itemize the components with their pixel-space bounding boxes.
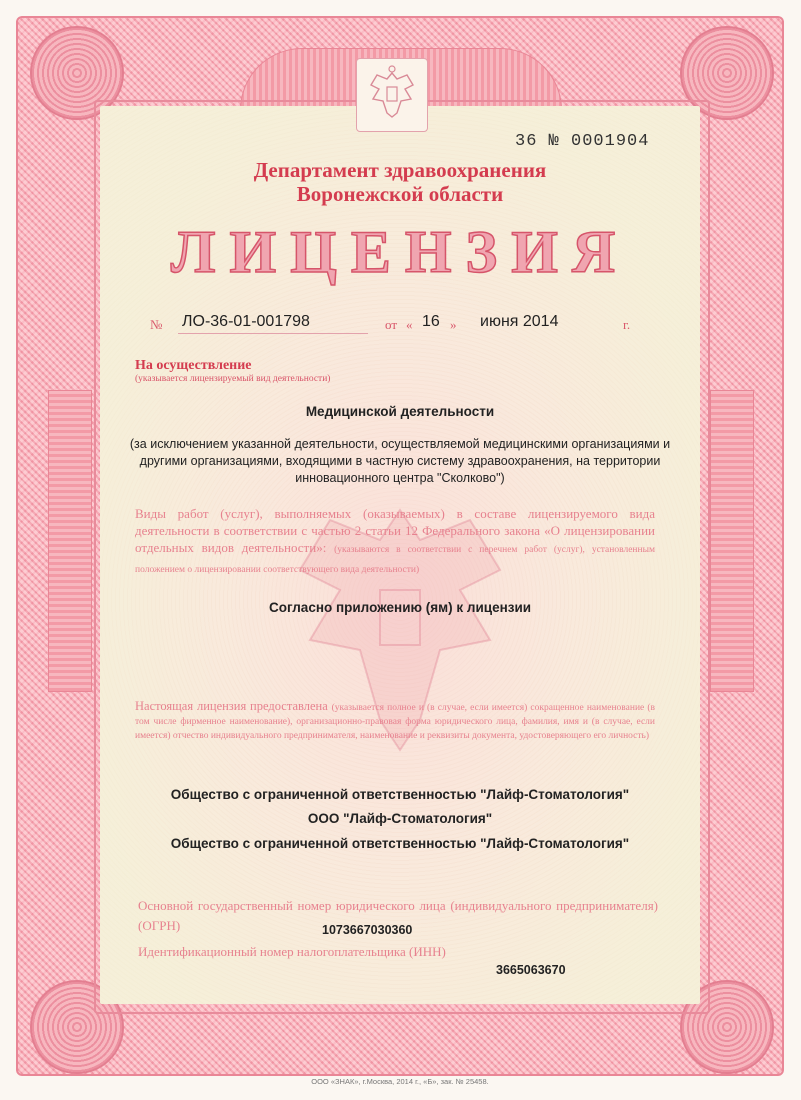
works-label-text: Виды работ (услуг), выполняемых (оказываемых) в составе лицензируемого вида деятельности в соответствии с частью 2 статьи 12 Федерального закона «О лицензировании отдельных видов деятельности»:	[135, 506, 655, 555]
double-headed-eagle-icon	[356, 58, 428, 132]
licensed-activity: Медицинской деятельности	[305, 404, 495, 419]
issue-day: 16	[422, 313, 440, 330]
granted-hint: (указывается полное и (в случае, если имеется) сокращенное наименование (в том числе фирменное наименование), организационно-правовая форма юридического лица, фамилия, имя и (в случае, если имеется) отчество индивидуального предпринимателя, наименование и реквизиты документа, удостоверяющего его личность)	[135, 703, 655, 741]
works-hint: (указываются в соответствии с перечнем работ (услуг), установленным положением о лицензировании соответствующего вида деятельности)	[135, 545, 655, 575]
year-suffix: г.	[623, 317, 631, 332]
purpose-hint: (указывается лицензируемый вид деятельности)	[135, 374, 331, 384]
issue-month-year: июня 2014	[480, 313, 559, 330]
licensee-short-name: ООО "Лайф-Стоматология"	[307, 811, 493, 826]
side-band-left	[48, 390, 92, 692]
inn-value: 3665063670	[496, 963, 566, 977]
granted-label	[135, 700, 655, 742]
license-number: ЛО-36-01-001798	[182, 313, 310, 330]
issuing-authority-line1: Департамент здравоохранения	[253, 158, 547, 182]
date-from-word: от	[385, 317, 398, 332]
number-underline	[178, 333, 368, 334]
side-band-right	[710, 390, 754, 692]
issuing-authority-line2: Воронежской области	[296, 182, 504, 206]
purpose-label: На осуществление	[135, 358, 252, 373]
inn-label: Идентификационный номер налогоплательщика (ИНН)	[138, 944, 446, 959]
ogrn-label: Основной государственный номер юридического лица (индивидуального предпринимателя) (ОГРН)	[138, 898, 658, 933]
granted-label-text: Настоящая лицензия предоставлена	[135, 699, 328, 713]
date-quote-close: »	[450, 317, 457, 332]
number-sign: №	[150, 317, 163, 332]
ogrn-value: 1073667030360	[322, 923, 413, 937]
works-value: Согласно приложению (ям) к лицензии	[268, 600, 532, 615]
form-serial-number: 36 № 0001904	[515, 132, 650, 151]
printer-imprint: ООО «ЗНАК», г.Москва, 2014 г., «Б», зак. № 25458.	[311, 1077, 489, 1086]
date-quote-open: «	[406, 317, 413, 332]
licensee-brand-name: Общество с ограниченной ответственностью "Лайф-Стоматология"	[170, 836, 630, 851]
works-label	[135, 505, 655, 579]
licensed-activity-note: (за исключением указанной деятельности, осуществляемой медицинскими организациями и другими организациями, входящими в частную систему здравоохранения, на территории инновационного центра "Сколково")	[129, 437, 671, 485]
issuing-authority	[120, 158, 680, 206]
document-title: ЛИЦЕНЗИЯ	[170, 219, 630, 285]
licensee-full-name: Общество с ограниченной ответственностью "Лайф-Стоматология"	[170, 787, 630, 802]
license-number-row	[150, 313, 630, 337]
